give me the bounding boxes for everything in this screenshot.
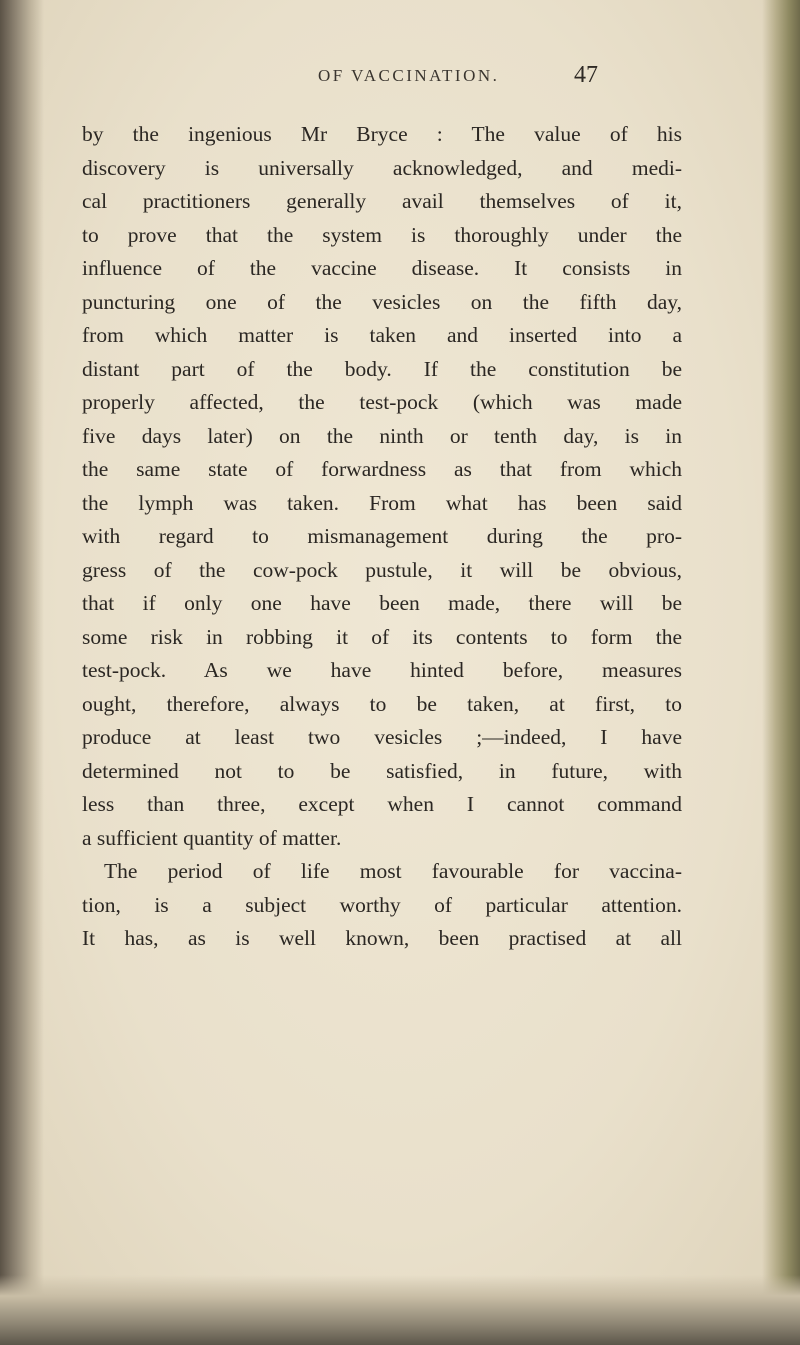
running-title: OF VACCINATION. (318, 66, 500, 85)
text-line: cal practitioners generally avail themselves of it, (82, 189, 682, 213)
running-head (0, 62, 800, 92)
paragraph-2 (82, 855, 682, 956)
text-line: some risk in robbing it of its contents to form the (82, 624, 682, 649)
text-line: with regard to mismanagement during the pro- (82, 524, 682, 548)
page-bottom-edge (0, 1275, 800, 1345)
text-line: The period of life most favourable for vaccina- (104, 859, 682, 883)
text-line: produce at least two vesicles ;—indeed, I have (82, 725, 682, 749)
page-edge-stain (762, 0, 800, 1345)
text-line: that if only one have been made, there will be (82, 591, 682, 615)
binding-shadow (0, 0, 44, 1345)
text-line: ought, therefore, always to be taken, at first, to (82, 691, 682, 716)
text-line: determined not to be satisfied, in future, with (82, 758, 682, 783)
text-line: from which matter is taken and inserted into a (82, 323, 682, 347)
text-line: the same state of forwardness as that from which (82, 457, 682, 481)
text-line: to prove that the system is thoroughly under the (82, 222, 682, 247)
text-line: a sufficient quantity of matter. (82, 825, 342, 850)
text-line: discovery is universally acknowledged, and medi- (82, 155, 682, 180)
text-line: tion, is a subject worthy of particular attention. (82, 892, 682, 917)
text-line: the lymph was taken. From what has been said (82, 490, 682, 515)
body-text (82, 118, 682, 956)
text-line: influence of the vaccine disease. It consists in (82, 256, 682, 280)
text-line: puncturing one of the vesicles on the fifth day, (82, 289, 682, 314)
text-line: distant part of the body. If the constitution be (82, 356, 682, 381)
text-line: It has, as is well known, been practised at all (82, 926, 682, 950)
text-line: five days later) on the ninth or tenth day, is in (82, 423, 682, 448)
text-line: less than three, except when I cannot command (82, 792, 682, 816)
text-line: properly affected, the test-pock (which was made (82, 390, 682, 414)
page-number: 47 (574, 62, 598, 88)
text-line: test-pock. As we have hinted before, measures (82, 658, 682, 682)
text-line: gress of the cow-pock pustule, it will be obvious, (82, 557, 682, 582)
text-line: by the ingenious Mr Bryce : The value of his (82, 122, 682, 146)
paragraph-1 (82, 118, 682, 855)
